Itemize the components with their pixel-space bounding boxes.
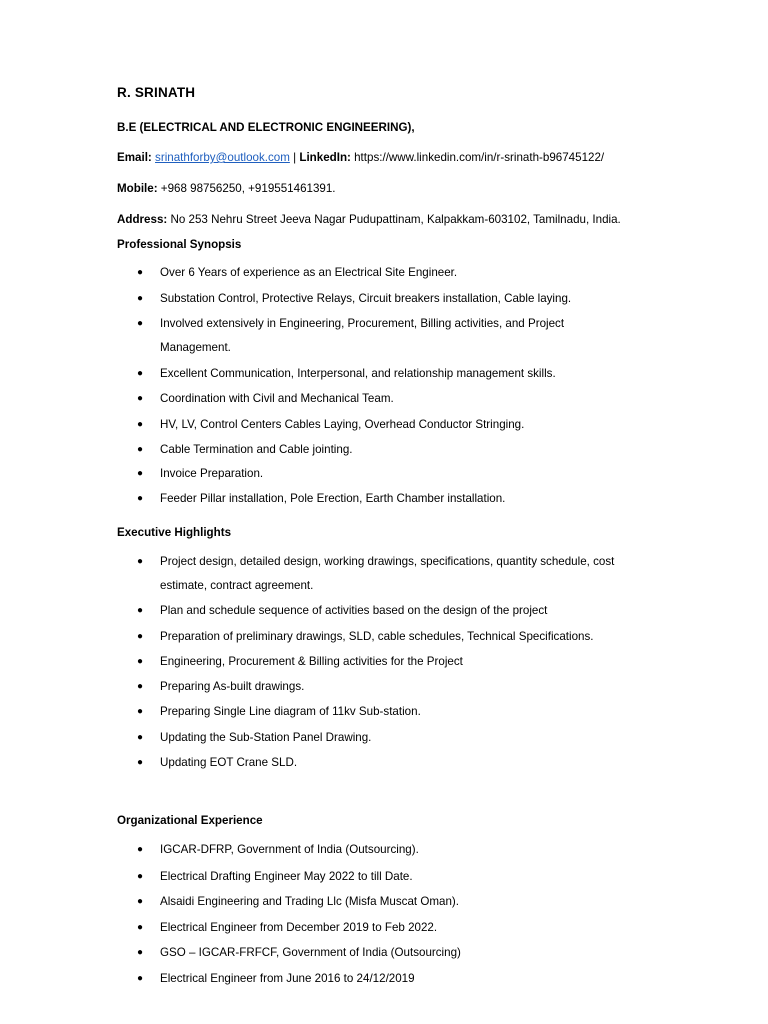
synopsis-item: Involved extensively in Engineering, Procurement, Billing activities, and Project xyxy=(160,317,565,330)
synopsis-item: Invoice Preparation. xyxy=(160,467,264,480)
linkedin-url: https://www.linkedin.com/in/r-srinath-b96745122/ xyxy=(350,151,605,164)
highlight-item: Plan and schedule sequence of activities based on the design of the project xyxy=(160,604,548,617)
bullet-icon: ● xyxy=(137,973,144,984)
section-heading-experience: Organizational Experience xyxy=(117,814,263,827)
synopsis-item: Coordination with Civil and Mechanical Team. xyxy=(160,392,394,405)
bullet-icon: ● xyxy=(137,318,144,329)
bullet-icon: ● xyxy=(137,844,144,855)
address-line xyxy=(117,213,621,227)
experience-item: Electrical Engineer from December 2019 to Feb 2022. xyxy=(160,921,438,934)
highlight-item: Engineering, Procurement & Billing activities for the Project xyxy=(160,655,463,668)
highlight-item-continuation: estimate, contract agreement. xyxy=(160,579,314,592)
bullet-icon: ● xyxy=(137,419,144,430)
bullet-icon: ● xyxy=(137,368,144,379)
separator: | xyxy=(289,151,300,164)
bullet-icon: ● xyxy=(137,922,144,933)
synopsis-item: HV, LV, Control Centers Cables Laying, Overhead Conductor Stringing. xyxy=(160,418,525,431)
mobile-label: Mobile: xyxy=(117,182,158,195)
synopsis-item: Feeder Pillar installation, Pole Erection, Earth Chamber installation. xyxy=(160,492,506,505)
experience-item: IGCAR-DFRP, Government of India (Outsourcing). xyxy=(160,843,419,856)
bullet-icon: ● xyxy=(137,681,144,692)
address-label: Address: xyxy=(117,213,168,226)
highlight-item: Updating the Sub-Station Panel Drawing. xyxy=(160,731,372,744)
synopsis-item: Cable Termination and Cable jointing. xyxy=(160,443,353,456)
bullet-icon: ● xyxy=(137,444,144,455)
mobile-value: +968 98756250, +919551461391. xyxy=(157,182,336,195)
bullet-icon: ● xyxy=(137,267,144,278)
bullet-icon: ● xyxy=(137,293,144,304)
synopsis-item: Excellent Communication, Interpersonal, and relationship management skills. xyxy=(160,367,556,380)
bullet-icon: ● xyxy=(137,732,144,743)
candidate-name: R. SRINATH xyxy=(117,85,196,100)
bullet-icon: ● xyxy=(137,871,144,882)
bullet-icon: ● xyxy=(137,631,144,642)
bullet-icon: ● xyxy=(137,896,144,907)
bullet-icon: ● xyxy=(137,605,144,616)
highlight-item: Updating EOT Crane SLD. xyxy=(160,756,298,769)
email-linkedin-line xyxy=(117,151,604,165)
section-heading-highlights: Executive Highlights xyxy=(117,526,232,539)
highlight-item: Preparing As-built drawings. xyxy=(160,680,305,693)
address-value: No 253 Nehru Street Jeeva Nagar Pudupattinam, Kalpakkam-603102, Tamilnadu, India. xyxy=(167,213,621,226)
bullet-icon: ● xyxy=(137,757,144,768)
section-heading-synopsis: Professional Synopsis xyxy=(117,238,242,251)
email-link[interactable]: srinathforby@outlook.com xyxy=(155,151,290,164)
mobile-line xyxy=(117,182,336,196)
bullet-icon: ● xyxy=(137,706,144,717)
experience-item: GSO – IGCAR-FRFCF, Government of India (Outsourcing) xyxy=(160,946,461,959)
experience-item: Electrical Drafting Engineer May 2022 to till Date. xyxy=(160,870,413,883)
linkedin-label: LinkedIn: xyxy=(299,151,351,164)
experience-item: Alsaidi Engineering and Trading Llc (Misfa Muscat Oman). xyxy=(160,895,459,908)
bullet-icon: ● xyxy=(137,393,144,404)
bullet-icon: ● xyxy=(137,556,144,567)
bullet-icon: ● xyxy=(137,947,144,958)
highlight-item: Project design, detailed design, working drawings, specifications, quantity schedule, cost xyxy=(160,555,615,568)
bullet-icon: ● xyxy=(137,493,144,504)
bullet-icon: ● xyxy=(137,468,144,479)
bullet-icon: ● xyxy=(137,656,144,667)
synopsis-item-continuation: Management. xyxy=(160,341,231,354)
degree-line: B.E (ELECTRICAL AND ELECTRONIC ENGINEERING), xyxy=(117,121,415,134)
synopsis-item: Over 6 Years of experience as an Electrical Site Engineer. xyxy=(160,266,458,279)
synopsis-item: Substation Control, Protective Relays, Circuit breakers installation, Cable laying. xyxy=(160,292,572,305)
highlight-item: Preparation of preliminary drawings, SLD, cable schedules, Technical Specifications. xyxy=(160,630,594,643)
highlight-item: Preparing Single Line diagram of 11kv Sub-station. xyxy=(160,705,421,718)
experience-item: Electrical Engineer from June 2016 to 24/12/2019 xyxy=(160,972,415,985)
email-label: Email: xyxy=(117,151,152,164)
